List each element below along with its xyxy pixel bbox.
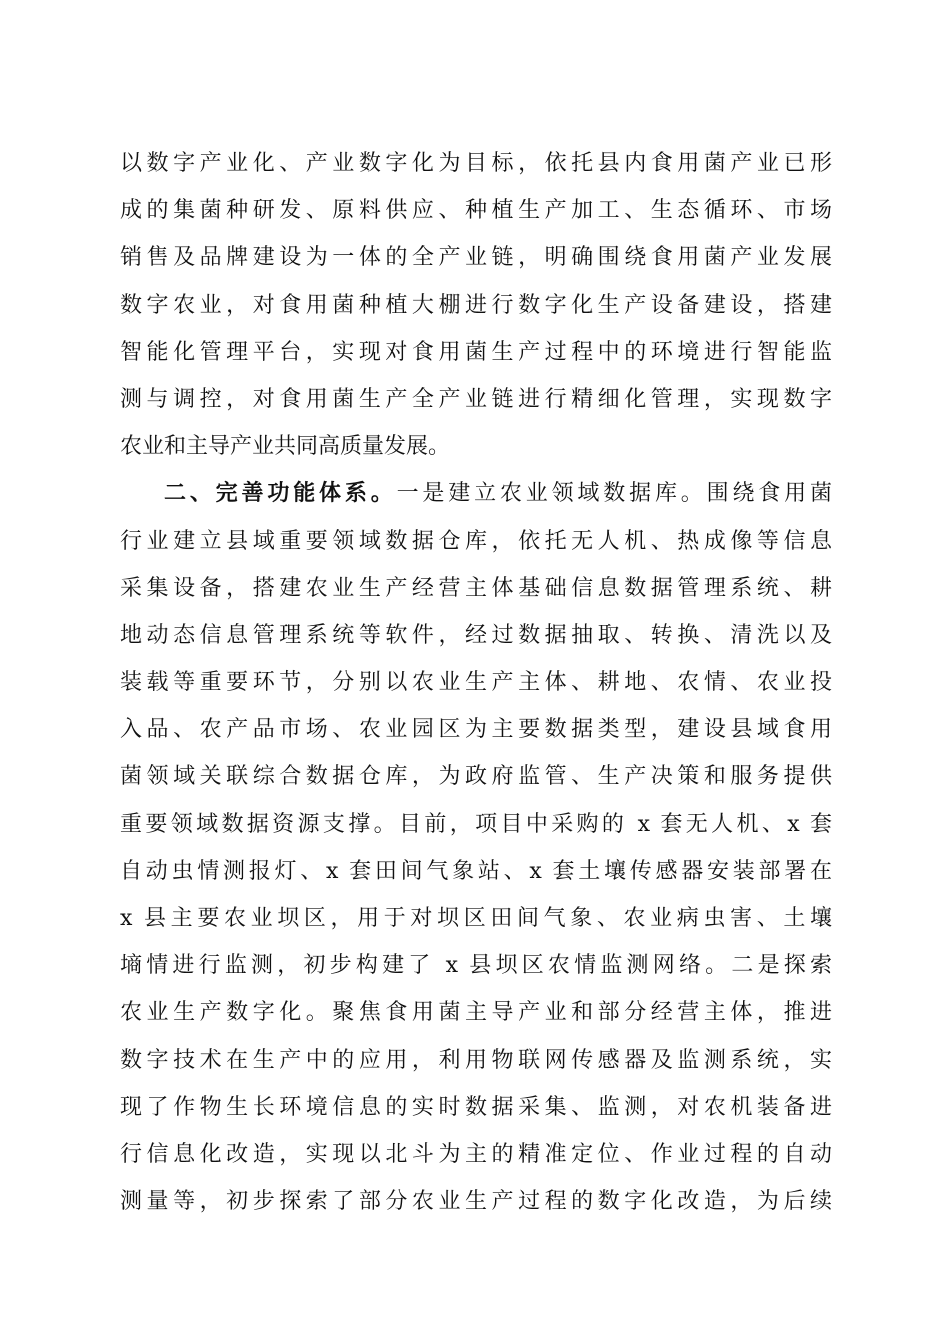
text-line: 现了作物生长环境信息的实时数据采集、监测，对农机装备进 — [120, 1094, 832, 1120]
text-line: 农业和主导产业共同高质量发展。 — [120, 434, 451, 460]
paragraph-section-two — [120, 470, 832, 1225]
text-line: x 县主要农业坝区，用于对坝区田间气象、农业病虫害、土壤 — [120, 906, 832, 931]
text-line: 测量等，初步探索了部分农业生产过程的数字化改造，为后续 — [120, 1189, 832, 1215]
text-line: 重要领域数据资源支撑。目前，项目中采购的 x 套无人机、x 套 — [120, 811, 832, 837]
text-line: 自动虫情测报灯、x 套田间气象站、x 套土壤传感器安装部署在 — [120, 858, 832, 884]
text-line: 行信息化改造，实现以北斗为主的精准定位、作业过程的自动 — [120, 1141, 832, 1167]
text-line: 采集设备，搭建农业生产经营主体基础信息数据管理系统、耕 — [120, 575, 832, 601]
document-body — [120, 140, 832, 1225]
text-line: 农业生产数字化。聚焦食用菌主导产业和部分经营主体，推进 — [120, 1000, 832, 1026]
section-heading-line — [120, 470, 832, 517]
text-line: 地动态信息管理系统等软件，经过数据抽取、转换、清洗以及 — [120, 622, 832, 648]
text-line: 菌领域关联综合数据仓库，为政府监管、生产决策和服务提供 — [120, 764, 832, 790]
text-line: 以数字产业化、产业数字化为目标，依托县内食用菌产业已形 — [120, 151, 832, 176]
text-line: 装载等重要环节，分别以农业生产主体、耕地、农情、农业投 — [120, 670, 832, 696]
text-line: 智能化管理平台，实现对食用菌生产过程中的环境进行智能监 — [120, 339, 832, 365]
paragraph-continuation — [120, 140, 832, 470]
text-line: 数字农业，对食用菌种植大棚进行数字化生产设备建设，搭建 — [120, 292, 832, 318]
section-heading: 二、完善功能体系。 — [164, 481, 397, 507]
text-line: 数字技术在生产中的应用，利用物联网传感器及监测系统，实 — [120, 1047, 832, 1073]
text-line: 测与调控，对食用菌生产全产业链进行精细化管理，实现数字 — [120, 386, 832, 412]
text-line: 墒情进行监测，初步构建了 x 县坝区农情监测网络。二是探索 — [120, 953, 832, 979]
text-line: 行业建立县域重要领域数据仓库，依托无人机、热成像等信息 — [120, 528, 832, 554]
text-line: 销售及品牌建设为一体的全产业链，明确围绕食用菌产业发展 — [120, 245, 832, 271]
section-first-line-text: 一是建立农业领域数据库。围绕食用菌 — [396, 481, 832, 507]
text-line: 入品、农产品市场、农业园区为主要数据类型，建设县域食用 — [120, 717, 832, 743]
text-line: 成的集菌种研发、原料供应、种植生产加工、生态循环、市场 — [120, 198, 832, 224]
